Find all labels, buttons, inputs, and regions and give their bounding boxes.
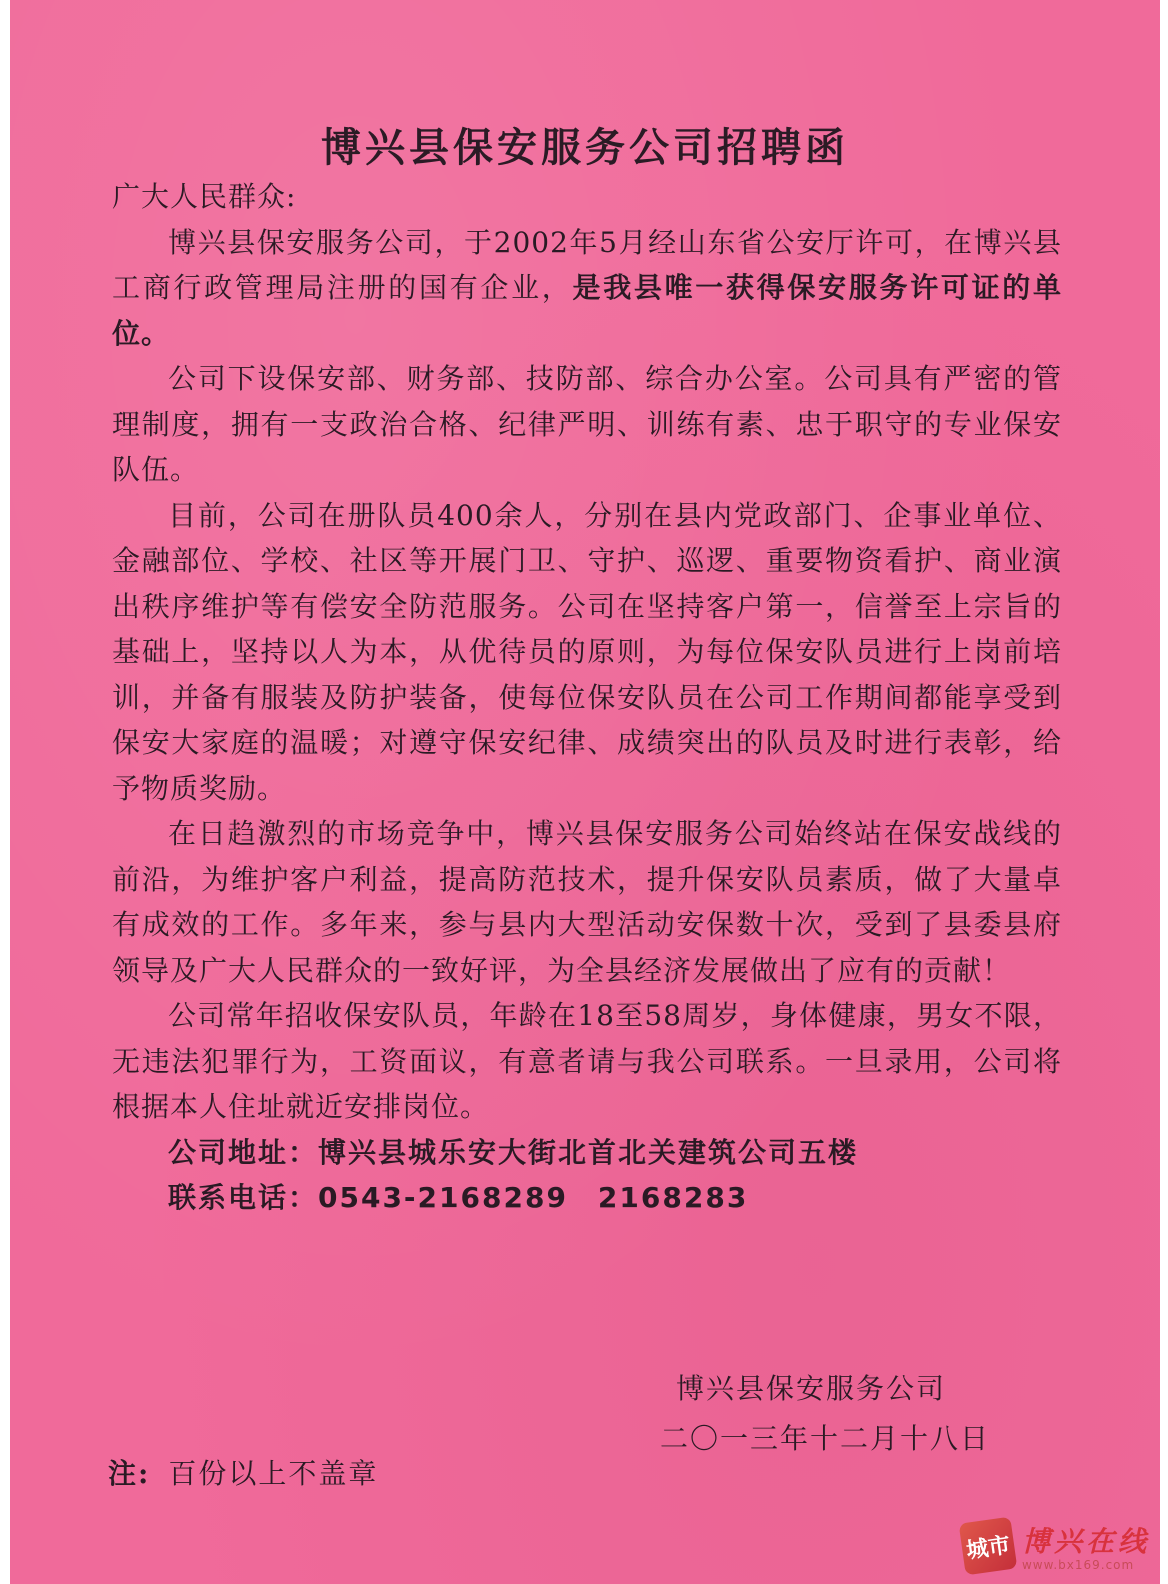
company-address: 公司地址：博兴县城乐安大街北首北关建筑公司五楼: [168, 1135, 859, 1169]
paper-sheet: [10, 0, 1160, 1584]
contact-phone: 联系电话：0543-2168289 2168283: [168, 1181, 749, 1214]
document-body: [112, 174, 1062, 1221]
footnote: [108, 1452, 378, 1492]
footnote-label: 注:: [108, 1457, 151, 1490]
paragraph-intro-text: 博兴县保安服务公司，于2002年5月经山东省公安厅许可，在博兴县工商行政管理局注册的国有企业，: [112, 225, 1062, 304]
paragraph-achievements: 在日趋激烈的市场竞争中，博兴县保安服务公司始终站在保安战线的前沿，为维护客户利益，提高防范技术，提升保安队员素质，做了大量卓有成效的工作。多年来，参与县内大型活动安保数十次，受到了县委县府领导及广大人民群众的一致好评，为全县经济发展做出了应有的贡献！: [112, 817, 1062, 987]
signature-date: 二〇一三年十二月十八日: [660, 1422, 991, 1455]
watermark-text: [1022, 1520, 1150, 1572]
city-logo-icon: 城市: [959, 1517, 1018, 1576]
site-watermark: [962, 1520, 1150, 1572]
paragraph-structure: 公司下设保安部、财务部、技防部、综合办公室。公司具有严密的管理制度，拥有一支政治合格、纪律严明、训练有素、忠于职守的专业保安队伍。: [112, 362, 1062, 486]
signature-company: 博兴县保安服务公司: [676, 1372, 947, 1405]
salutation: 广大人民群众:: [112, 180, 297, 213]
paragraph-intro-bold: 是我县唯一获得保安服务许可证的单位。: [112, 271, 1062, 350]
signature-block: [660, 1364, 990, 1464]
watermark-name: 博兴在线: [1021, 1525, 1150, 1558]
paragraph-intro: [112, 220, 1062, 357]
paragraph-recruitment: 公司常年招收保安队员，年龄在18至58周岁，身体健康，男女不限，无违法犯罪行为，工资面议，有意者请与我公司联系。一旦录用，公司将根据本人住址就近安排岗位。: [112, 999, 1062, 1123]
document-title: 博兴县保安服务公司招聘函: [321, 125, 849, 171]
paragraph-services: 目前，公司在册队员400余人，分别在县内党政部门、企事业单位、金融部位、学校、社区等开展门卫、守护、巡逻、重要物资看护、商业演出秩序维护等有偿安全防范服务。公司在坚持客户第一，信誉至上宗旨的基础上，坚持以人为本，从优待员的原则，为每位保安队员进行上岗前培训，并备有服装及防护装备，使每位保安队员在公司工作期间都能享受到保安大家庭的温暖；对遵守保安纪律、成绩突出的队员及时进行表彰，给予物质奖励。: [112, 498, 1062, 805]
watermark-url: www.bx169.com: [1021, 1558, 1135, 1572]
footnote-text: 百份以上不盖章: [168, 1457, 379, 1490]
